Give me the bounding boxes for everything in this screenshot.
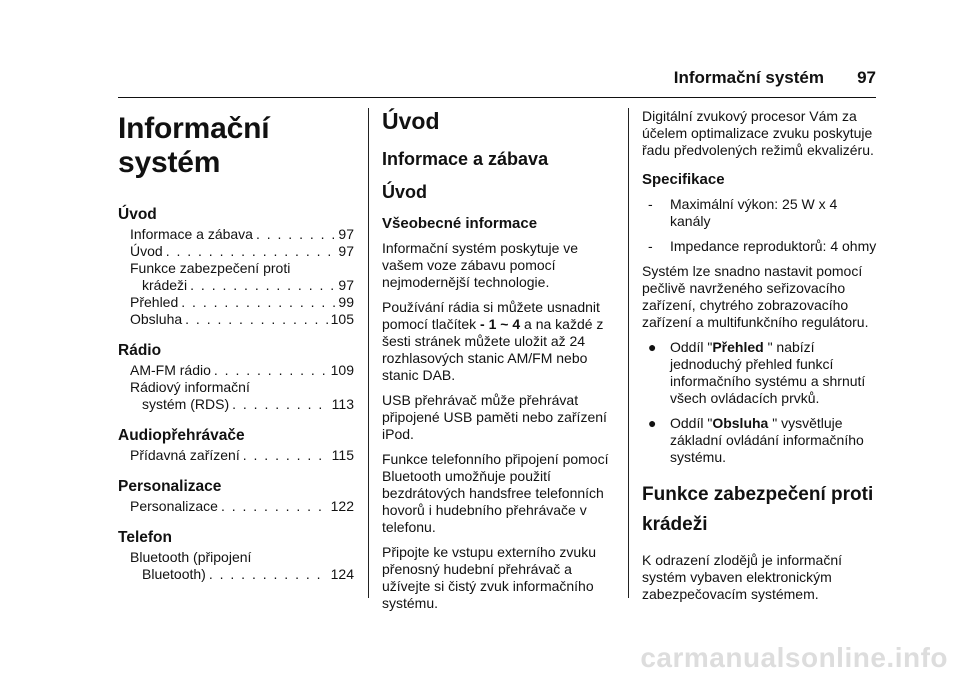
toc-entry-line[interactable]: Bluetooth (připojení [130, 549, 252, 565]
spec-item: - Impedance reproduktorů: 4 ohmy [648, 238, 877, 254]
toc-section-heading: Úvod [118, 206, 157, 223]
content-column-2 [382, 108, 616, 620]
toc-entry[interactable]: Obsluha . . . 105 [118, 311, 354, 328]
bullet-icon: ● [648, 415, 657, 431]
toc-entry[interactable]: Personalizace . . . 122 [118, 498, 354, 515]
toc-entry[interactable]: Bluetooth) . . . 124 [118, 566, 354, 583]
paragraph: Digitální zvukový procesor Vám za účelem optimalizace zvuku poskytuje řadu předvolených režimů ekvalizéru. [642, 108, 874, 158]
subsection-heading: Funkce zabezpečení proti krádeži [642, 484, 874, 535]
paragraph: Používání rádia si můžete usnadnit pomocí tlačítek - 1 ~ 4 a na každé z šesti stránek můžete uložit až 24 rozhlasových stanic AM/FM nebo stanic DAB. [382, 299, 604, 383]
toc-section-heading: Audiopřehrávače [118, 427, 245, 444]
toc-entry[interactable]: Informace a zábava . . . 97 [118, 226, 354, 243]
running-title: Informační systém [673, 68, 824, 87]
section-heading: Úvod [382, 108, 440, 134]
toc-entry[interactable]: Přídavná zařízení . . . 115 [118, 447, 354, 464]
content-column-3 [642, 108, 878, 611]
page-header [118, 68, 876, 90]
topic-heading: Specifikace [642, 171, 725, 188]
toc-section-heading: Personalizace [118, 478, 222, 495]
toc-column [118, 108, 354, 583]
toc-section-heading: Telefon [118, 529, 172, 546]
toc-section-heading: Rádio [118, 342, 162, 359]
paragraph: Systém lze snadno nastavit pomocí pečlivě navrženého seřizovacího zařízení, chytrého zobrazovacího zařízení a multifunkčního regulátoru. [642, 263, 869, 330]
toc-section-radio [118, 342, 354, 413]
toc-entry[interactable]: Přehled . . . 99 [118, 294, 354, 311]
paragraph: Funkce telefonního připojení pomocí Bluetooth umožňuje použití bezdrátových handsfree telefonních hovorů i hudebního přehrávače v telefonu. [382, 451, 609, 535]
column-divider-2 [628, 108, 629, 598]
topic-heading: Všeobecné informace [382, 215, 538, 232]
subsection-heading: Úvod [382, 182, 427, 202]
page-number: 97 [857, 68, 876, 87]
watermark-logo: carmanualsonline.info [640, 642, 948, 673]
column-divider-1 [368, 108, 369, 598]
paragraph: Informační systém poskytuje ve vašem voze zábavu pomocí nejmodernější technologie. [382, 240, 579, 290]
toc-entry[interactable]: AM-FM rádio . . . 109 [118, 362, 354, 379]
chapter-title: Informační systém [118, 112, 270, 179]
toc-entry[interactable]: Úvod . . . 97 [118, 243, 354, 260]
subsection-heading: Informace a zábava [382, 149, 549, 169]
bullet-item: ● Oddíl "Obsluha " vysvětluje základní ovládání informačního systému. [642, 415, 878, 466]
bullet-item: ● Oddíl "Přehled " nabízí jednoduchý přehled funkcí informačního systému a shrnutí všech ovládacích prvků. [642, 339, 878, 407]
toc-section-personalizace [118, 478, 354, 515]
paragraph: Připojte ke vstupu externího zvuku přenosný hudební přehrávač a užívejte si čistý zvuk informačního systému. [382, 544, 597, 611]
header-rule [118, 97, 876, 98]
toc-entry[interactable]: systém (RDS) . . . 113 [118, 396, 354, 413]
toc-section-uvod [118, 206, 354, 328]
spec-item: - Maximální výkon: 25 W x 4 kanály [648, 196, 838, 229]
bullet-icon: ● [648, 339, 657, 355]
toc-section-telefon [118, 529, 354, 583]
toc-section-audio [118, 427, 354, 464]
paragraph: K odrazení zlodějů je informační systém vybaven elektronickým zabezpečovacím systémem. [642, 552, 842, 602]
paragraph: USB přehrávač může přehrávat připojené USB paměti nebo zařízení iPod. [382, 392, 607, 442]
toc-entry-line[interactable]: Rádiový informační [130, 379, 250, 395]
toc-entry-line[interactable]: Funkce zabezpečení proti [130, 260, 291, 276]
toc-entry[interactable]: krádeži . . . 97 [118, 277, 354, 294]
